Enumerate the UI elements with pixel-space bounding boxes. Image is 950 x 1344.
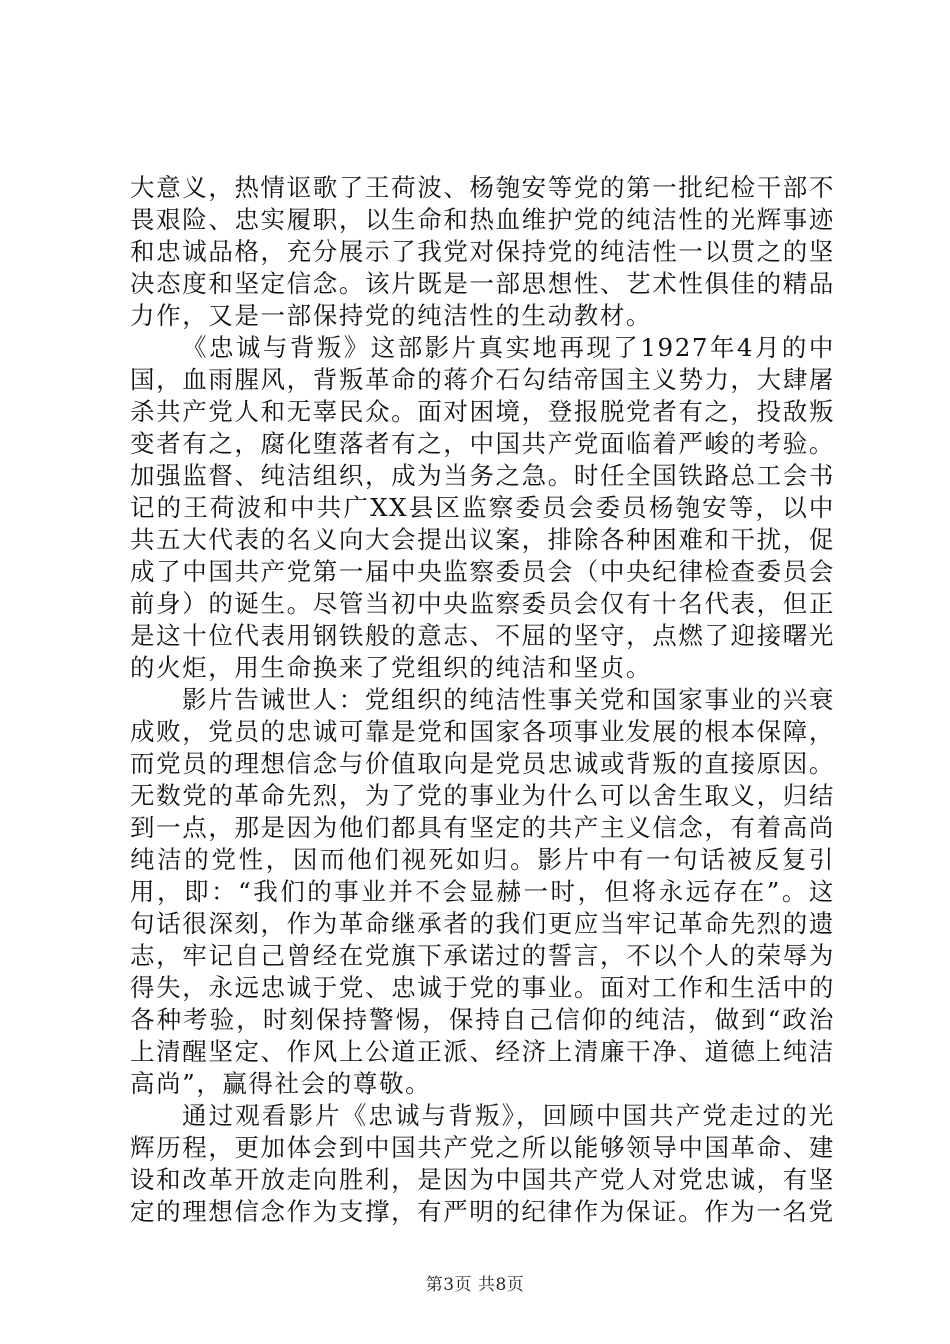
paragraph-film-lesson: 影片告诫世人：党组织的纯洁性事关党和国家事业的兴衰成败，党员的忠诚可靠是党和国家各项事业发展的根本保障，而党员的理想信念与价值取向是党员忠诚或背叛的直接原因。无数党的革命先烈，为了党的事业为什么可以舍生取义，归结到一点，那是因为他们都具有坚定的共产主义信念，有着高尚纯洁的党性，因而他们视死如归。影片中有一句话被反复引用，即：“我们的事业并不会显赫一时，但将永远存在”。这句话很深刻，作为革命继承者的我们更应当牢记革命先烈的遗志，牢记自己曾经在党旗下承诺过的誓言，不以个人的荣辱为得失，永远忠诚于党、忠诚于党的事业。面对工作和生活中的各种考验，时刻保持警惕，保持自己信仰的纯洁，做到“政治上清醒坚定、作风上公道正派、经济上清廉干净、道德上纯洁高尚”，赢得社会的尊敬。 [130, 685, 835, 1098]
paragraph-film-history: 《忠诚与背叛》这部影片真实地再现了1927年4月的中国，血雨腥风，背叛革命的蒋介石勾结帝国主义势力，大肆屠杀共产党人和无辜民众。面对困境，登报脱党者有之，投敌叛变者有之，腐化堕落者有之，中国共产党面临着严峻的考验。加强监督、纯洁组织，成为当务之急。时任全国铁路总工会书记的王荷波和中共广XX县区监察委员会委员杨匏安等，以中共五大代表的名义向大会提出议案，排除各种困难和干扰，促成了中国共产党第一届中央监察委员会（中央纪律检查委员会前身）的诞生。尽管当初中央监察委员会仅有十名代表，但正是这十位代表用钢铁般的意志、不屈的坚守，点燃了迎接曙光的火炬，用生命换来了党组织的纯洁和坚贞。 [130, 333, 835, 682]
document-body [130, 172, 835, 1228]
paragraph-reflection: 通过观看影片《忠诚与背叛》，回顾中国共产党走过的光辉历程，更加体会到中国共产党之所以能够领导中国革命、建设和改革开放走向胜利，是因为中国共产党人对党忠诚，有坚定的理想信念作为支撑，有严明的纪律作为保证。作为一名党 [130, 1101, 835, 1226]
page-footer: 第3页 共8页 [425, 1275, 525, 1295]
paragraph-continuation: 大意义，热情讴歌了王荷波、杨匏安等党的第一批纪检干部不畏艰险、忠实履职，以生命和热血维护党的纯洁性的光辉事迹和忠诚品格，充分展示了我党对保持党的纯洁性一以贯之的坚决态度和坚定信念。该片既是一部思想性、艺术性俱佳的精品力作，又是一部保持党的纯洁性的生动教材。 [130, 173, 835, 330]
